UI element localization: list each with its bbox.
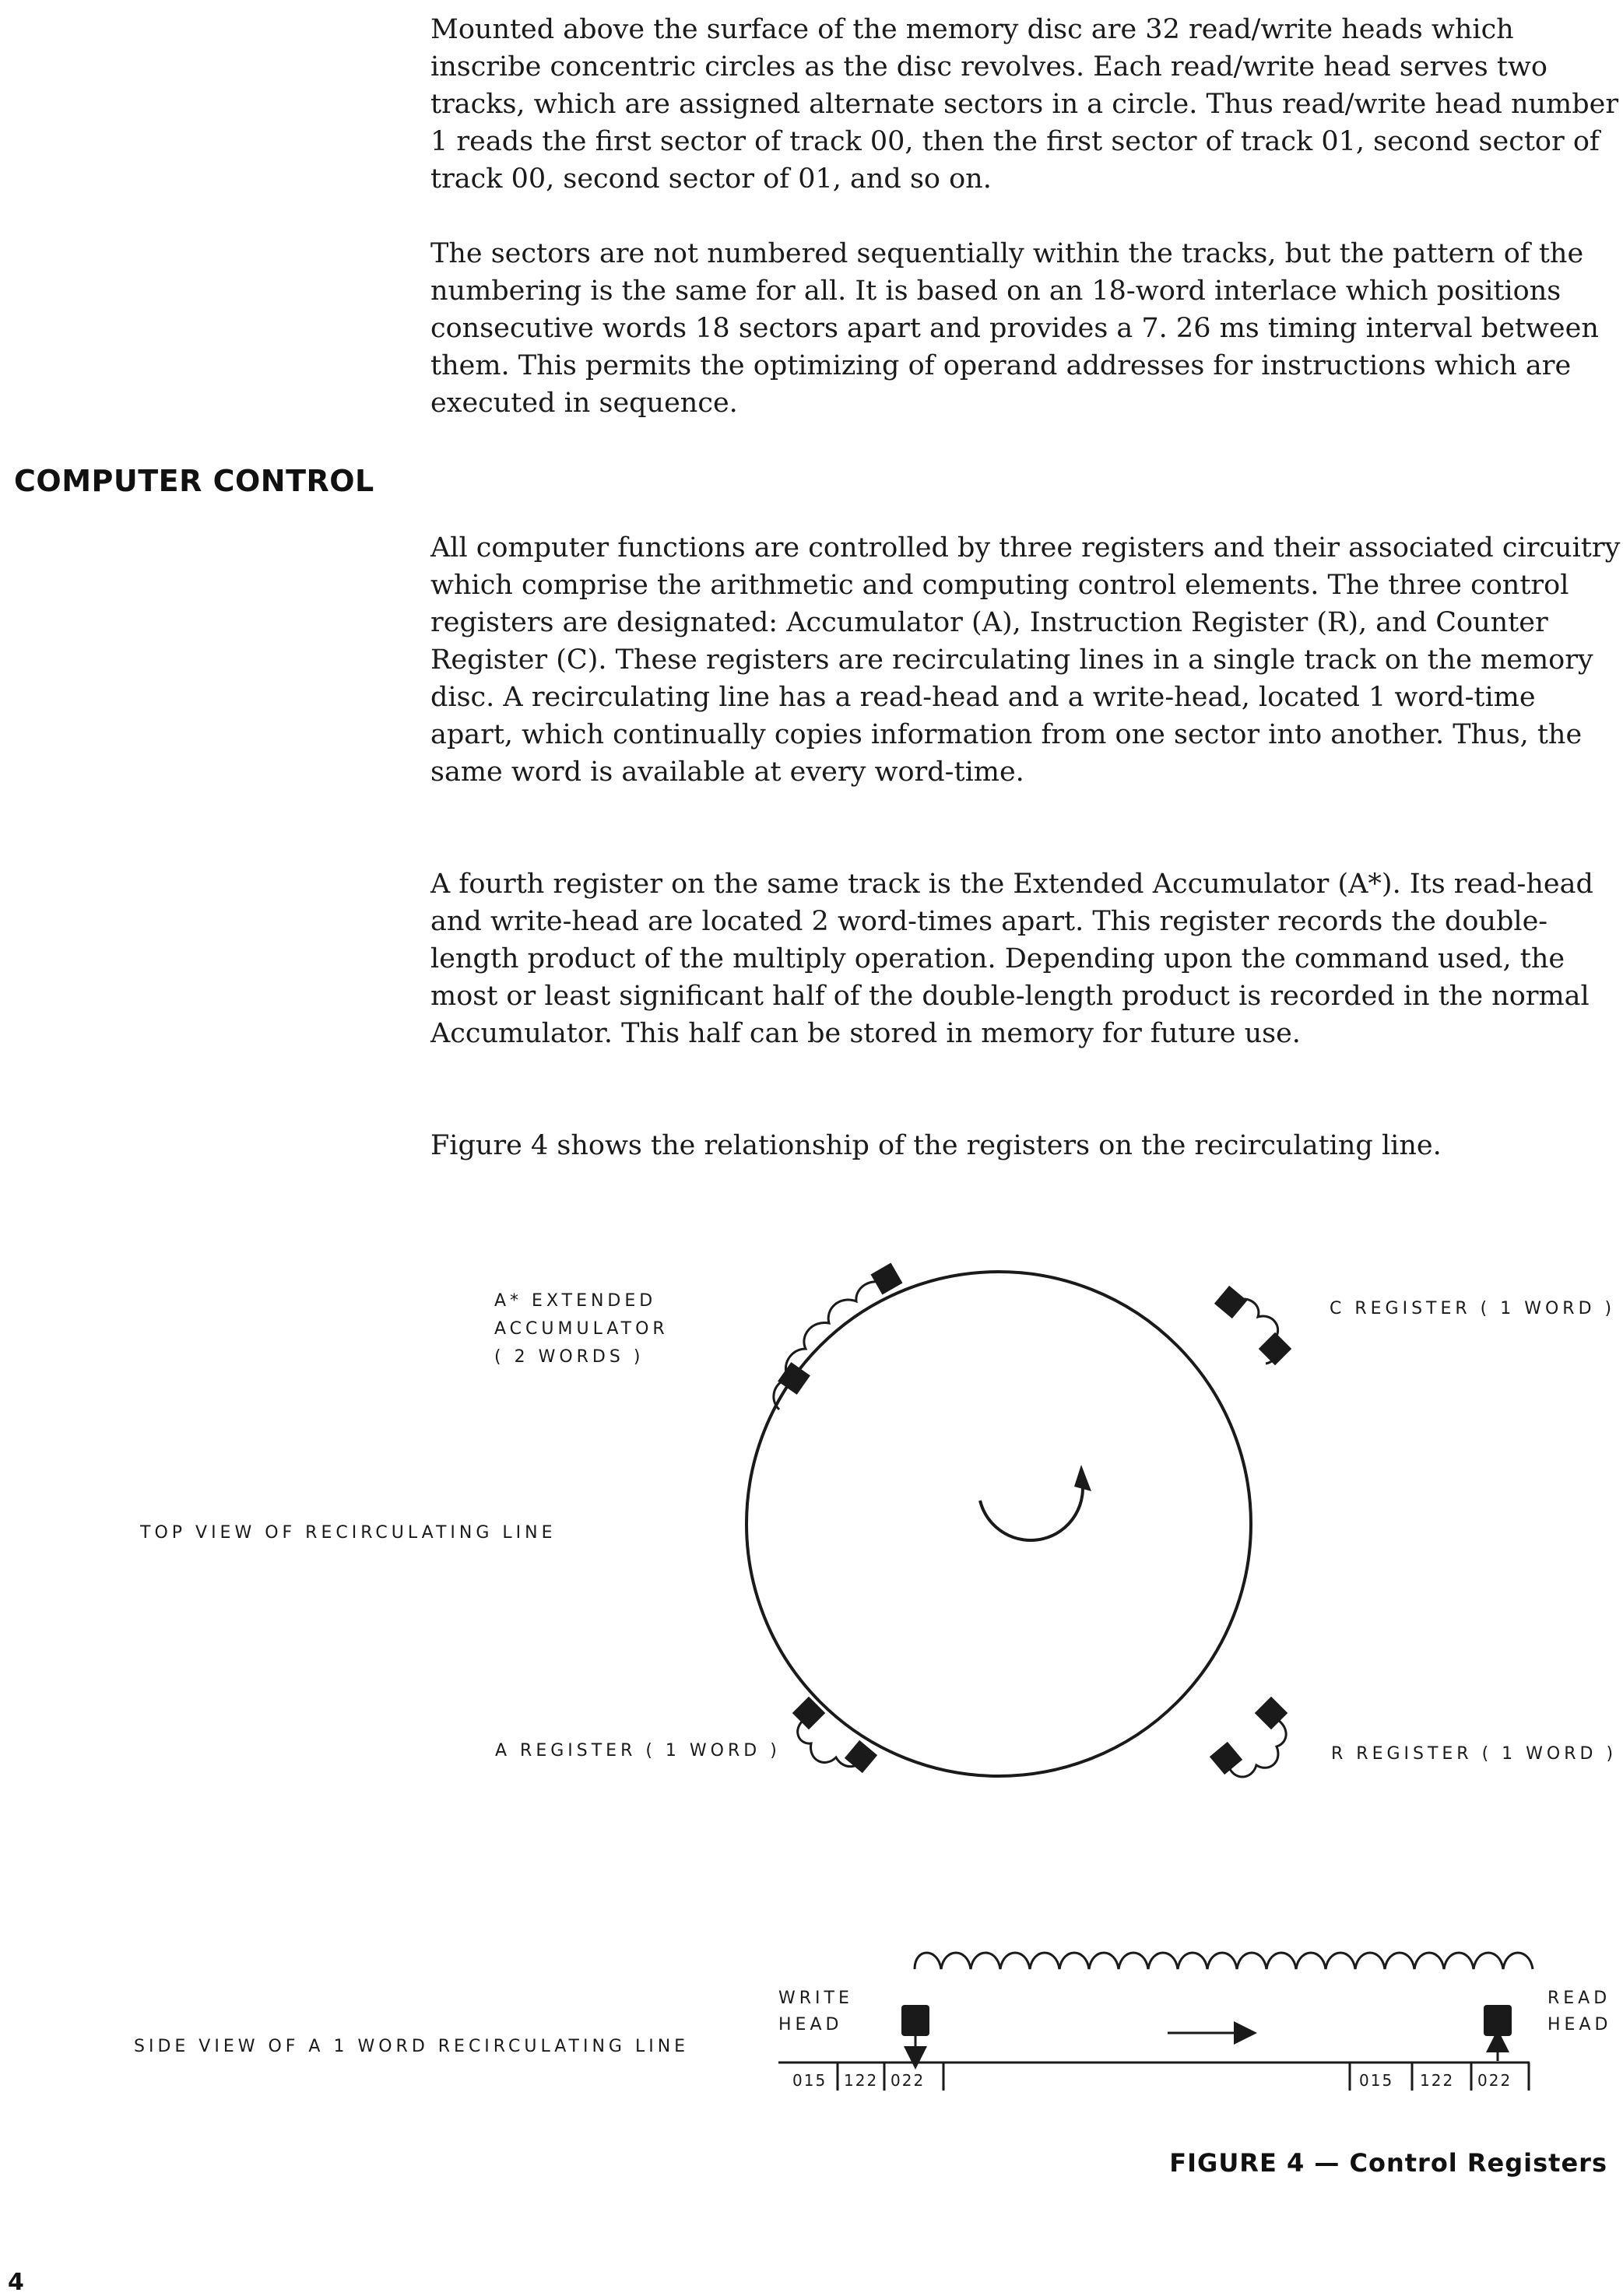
c-register-head-2 <box>1259 1332 1291 1365</box>
label-side-view: SIDE VIEW OF A 1 WORD RECIRCULATING LINE <box>134 2037 690 2056</box>
sector-label-left-1: 015 <box>792 2071 827 2090</box>
r-register-head-2 <box>1210 1742 1242 1775</box>
paragraph-read-write-heads: Mounted above the surface of the memory disc are 32 read/write heads which inscribe concentric circles as the disc revolves. Each read/write head serves two tracks, which are assigned alternate sectors in a circle. Thus read/write head number 1 reads the first sector of track 00, then the first sector of track 01, second sector of track 00, second sector of 01, and so on. <box>430 14 1619 195</box>
paragraph-control-registers: All computer functions are controlled by three registers and their associated circuitry which comprise the arithmetic and computing control elements. The three control registers are designated: Accumulator (A), Instruction Register (R), and Counter Register (C). These registers are recirculating lines in a single track on the memory disc. A recirculating line has a read-head and a write-head, located 1 word-time apart, which continually copies information from one sector into another. Thus, the same word is available at every word-time. <box>430 532 1621 788</box>
sector-label-left-2: 122 <box>844 2071 879 2090</box>
recirculating-line-circle <box>747 1272 1251 1776</box>
rotation-arrowhead <box>1074 1465 1091 1491</box>
c-register-head-1 <box>1214 1286 1247 1318</box>
label-a-star-line3: ( 2 WORDS ) <box>494 1347 645 1367</box>
figure-caption: FIGURE 4 — Control Registers <box>1169 2148 1607 2178</box>
label-read-head-line1: READ <box>1547 1989 1611 2008</box>
label-top-view: TOP VIEW OF RECIRCULATING LINE <box>140 1523 557 1543</box>
a-register-head-2 <box>845 1740 877 1773</box>
label-r-register: R REGISTER ( 1 WORD ) <box>1331 1744 1618 1764</box>
label-a-register: A REGISTER ( 1 WORD ) <box>495 1741 781 1761</box>
sector-label-right-2: 122 <box>1420 2071 1455 2090</box>
sector-label-right-3: 022 <box>1477 2071 1512 2090</box>
section-heading: COMPUTER CONTROL <box>14 464 374 498</box>
side-view-coil <box>915 1953 1533 1969</box>
label-write-head-line2: HEAD <box>778 2015 843 2034</box>
label-c-register: C REGISTER ( 1 WORD ) <box>1330 1299 1616 1318</box>
a-star-write-head <box>871 1263 903 1295</box>
label-read-head-line2: HEAD <box>1547 2015 1612 2034</box>
sector-label-right-1: 015 <box>1359 2071 1394 2090</box>
a-star-read-head <box>778 1362 810 1395</box>
side-view-write-head <box>901 2005 929 2036</box>
paragraph-sector-interlace: The sectors are not numbered sequentially within the tracks, but the pattern of the numbering is the same for all. It is based on an 18-word interlace which positions consecutive words 18 sectors apart and provides a 7. 26 ms timing interval between them. This permits the optimizing of operand addresses for instructions which are executed in sequence. <box>430 238 1599 419</box>
rotation-arrow <box>980 1476 1083 1540</box>
paragraph-extended-accumulator: A fourth register on the same track is the Extended Accumulator (A*). Its read-head and write-head are located 2 word-times apart. This register records the double-length product of the multiply operation. Depending upon the command used, the most or least significant half of the double-length product is recorded in the normal Accumulator. This half can be stored in memory for future use. <box>430 869 1593 1049</box>
label-a-star-line2: ACCUMULATOR <box>494 1319 669 1339</box>
r-register-coil <box>1228 1717 1286 1777</box>
label-a-star-line1: A* EXTENDED <box>494 1291 657 1311</box>
side-view-read-head <box>1484 2005 1512 2036</box>
page-number: 4 <box>8 2269 24 2296</box>
label-write-head-line1: WRITE <box>778 1989 853 2008</box>
a-star-coil <box>774 1282 886 1410</box>
paragraph-figure-reference: Figure 4 shows the relationship of the registers on the recirculating line. <box>430 1130 1442 1161</box>
sector-label-left-3: 022 <box>891 2071 926 2090</box>
